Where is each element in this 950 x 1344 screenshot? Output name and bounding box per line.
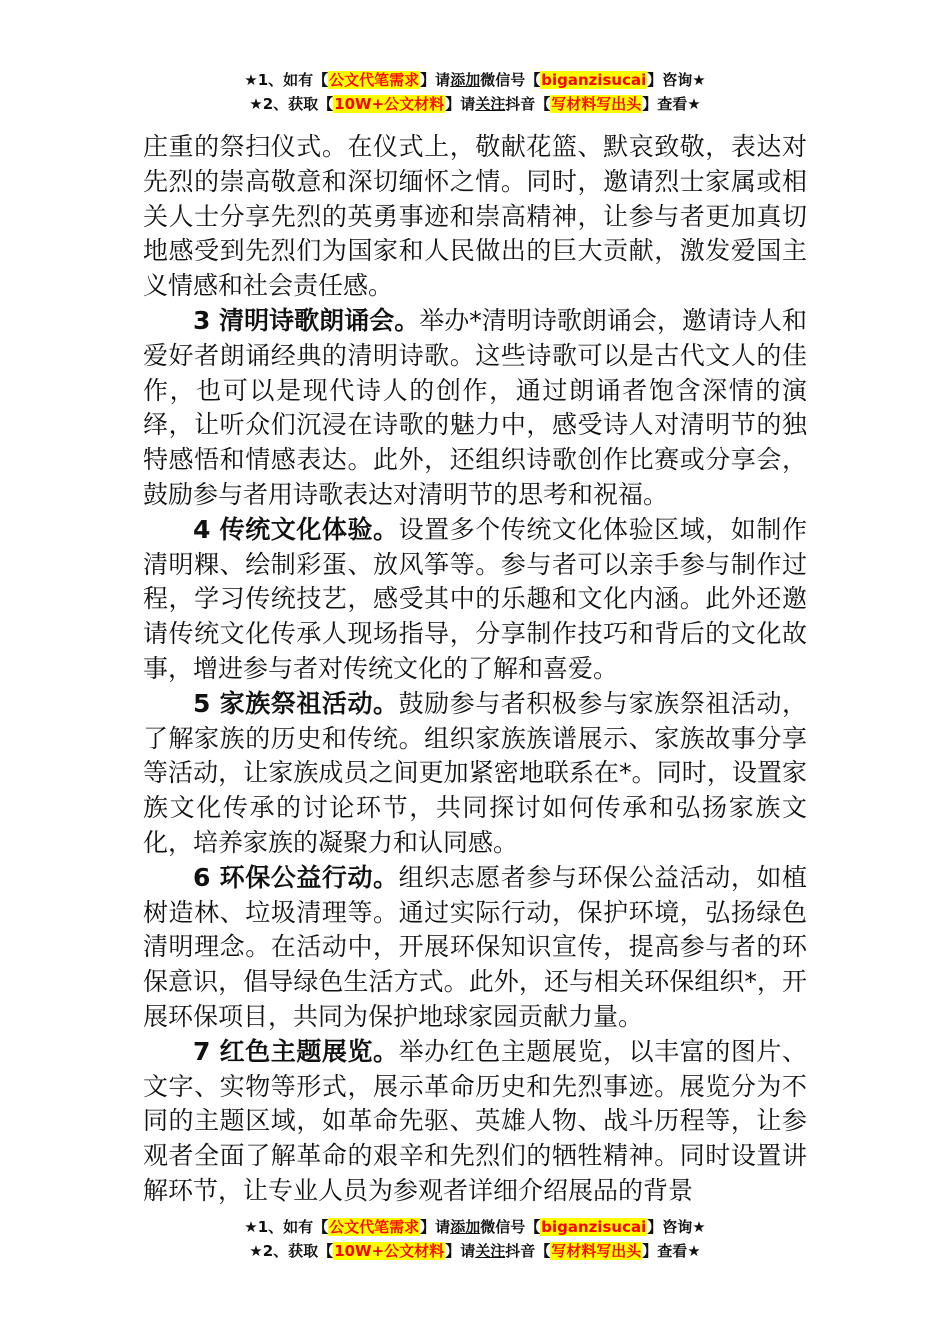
header-line1-mid1: 】请 <box>420 71 451 89</box>
header-banner-line-1 <box>0 68 950 92</box>
header-banner <box>0 68 950 116</box>
footer-line2-mid1: 】请 <box>445 1242 476 1260</box>
header-line2-underlined: 关注 <box>475 95 506 113</box>
footer-banner-line-2 <box>0 1239 950 1263</box>
paragraph-poetry-recital <box>143 304 807 513</box>
paragraph-heading: 4 传统文化体验。 <box>193 514 399 544</box>
header-line1-mid2: 微信号【 <box>480 71 541 89</box>
paragraph-traditional-culture <box>143 513 807 687</box>
header-line2-suffix: 】查看★ <box>642 95 701 113</box>
footer-line1-underlined: 添加 <box>450 1218 481 1236</box>
footer-line1-suffix: 】咨询★ <box>647 1218 706 1236</box>
footer-line2-highlight-douyin-account: 写材料写出头 <box>551 1242 642 1260</box>
paragraph-text: 举办红色主题展览，以丰富的图片、文字、实物等形式，展示革命历史和先烈事迹。展览分为不同的主题区域，如革命先驱、英雄人物、战斗历程等，让参观者全面了解革命的艰辛和先烈们的牺牲精神。同时设置讲解环节，让专业人员为参观者详细介绍展品的背景 <box>143 1036 807 1205</box>
paragraph-text: 设置多个传统文化体验区域，如制作清明粿、绘制彩蛋、放风筝等。参与者可以亲手参与制作过程，学习传统技艺，感受其中的乐趣和文化内涵。此外还邀请传统文化传承人现场指导，分享制作技巧和背后的文化故事，增进参与者对传统文化的了解和喜爱。 <box>143 514 807 683</box>
footer-line1-highlight-wechat-id: biganzisucai <box>541 1218 647 1236</box>
header-line1-highlight-service: 公文代笔需求 <box>329 71 420 89</box>
footer-line2-mid2: 抖音【 <box>505 1242 551 1260</box>
header-line2-highlight-materials: 10W+公文材料 <box>334 95 445 113</box>
footer-line1-mid1: 】请 <box>420 1218 451 1236</box>
header-line2-mid2: 抖音【 <box>505 95 551 113</box>
paragraph-heading: 6 环保公益行动。 <box>193 862 399 892</box>
footer-line1-prefix: ★1、如有【 <box>244 1218 329 1236</box>
footer-line1-highlight-service: 公文代笔需求 <box>329 1218 420 1236</box>
paragraph-text: 鼓励参与者积极参与家族祭祖活动，了解家族的历史和传统。组织家族族谱展示、家族故事分享等活动，让家族成员之间更加紧密地联系在*。同时，设置家族文化传承的讨论环节，共同探讨如何传承和弘扬家族文化，培养家族的凝聚力和认同感。 <box>143 688 807 857</box>
header-line2-mid1: 】请 <box>445 95 476 113</box>
footer-line1-mid2: 微信号【 <box>480 1218 541 1236</box>
footer-line2-underlined: 关注 <box>475 1242 506 1260</box>
header-line1-highlight-wechat-id: biganzisucai <box>541 71 647 89</box>
paragraph-environmental-action <box>143 861 807 1035</box>
paragraph-heading: 5 家族祭祖活动。 <box>193 688 399 718</box>
header-line1-underlined: 添加 <box>450 71 481 89</box>
paragraph-red-theme-exhibition <box>143 1035 807 1209</box>
header-banner-line-2 <box>0 92 950 116</box>
paragraph-family-ancestor-worship <box>143 687 807 861</box>
footer-line2-highlight-materials: 10W+公文材料 <box>334 1242 445 1260</box>
header-line1-prefix: ★1、如有【 <box>244 71 329 89</box>
paragraph-text: 组织志愿者参与环保公益活动，如植树造林、垃圾清理等。通过实际行动，保护环境，弘扬绿色清明理念。在活动中，开展环保知识宣传，提高参与者的环保意识，倡导绿色生活方式。此外，还与相关环保组织*，开展环保项目，共同为保护地球家园贡献力量。 <box>143 862 807 1031</box>
paragraph-heading: 7 红色主题展览。 <box>193 1036 399 1066</box>
footer-line2-suffix: 】查看★ <box>642 1242 701 1260</box>
document-body <box>143 130 807 1209</box>
footer-line2-prefix: ★2、获取【 <box>249 1242 334 1260</box>
paragraph-heading: 3 清明诗歌朗诵会。 <box>193 305 420 335</box>
footer-banner-line-1 <box>0 1215 950 1239</box>
paragraph-text: 举办*清明诗歌朗诵会，邀请诗人和爱好者朗诵经典的清明诗歌。这些诗歌可以是古代文人的佳作，也可以是现代诗人的创作，通过朗诵者饱含深情的演绎，让听众们沉浸在诗歌的魅力中，感受诗人对清明节的独特感悟和情感表达。此外，还组织诗歌创作比赛或分享会，鼓励参与者用诗歌表达对清明节的思考和祝福。 <box>143 305 807 509</box>
footer-banner <box>0 1215 950 1263</box>
header-line2-highlight-douyin-account: 写材料写出头 <box>551 95 642 113</box>
header-line2-prefix: ★2、获取【 <box>249 95 334 113</box>
header-line1-suffix: 】咨询★ <box>647 71 706 89</box>
intro-paragraph: 庄重的祭扫仪式。在仪式上，敬献花篮、默哀致敬，表达对先烈的崇高敬意和深切缅怀之情。同时，邀请烈士家属或相关人士分享先烈的英勇事迹和崇高精神，让参与者更加真切地感受到先烈们为国家和人民做出的巨大贡献，激发爱国主义情感和社会责任感。 <box>143 132 807 301</box>
